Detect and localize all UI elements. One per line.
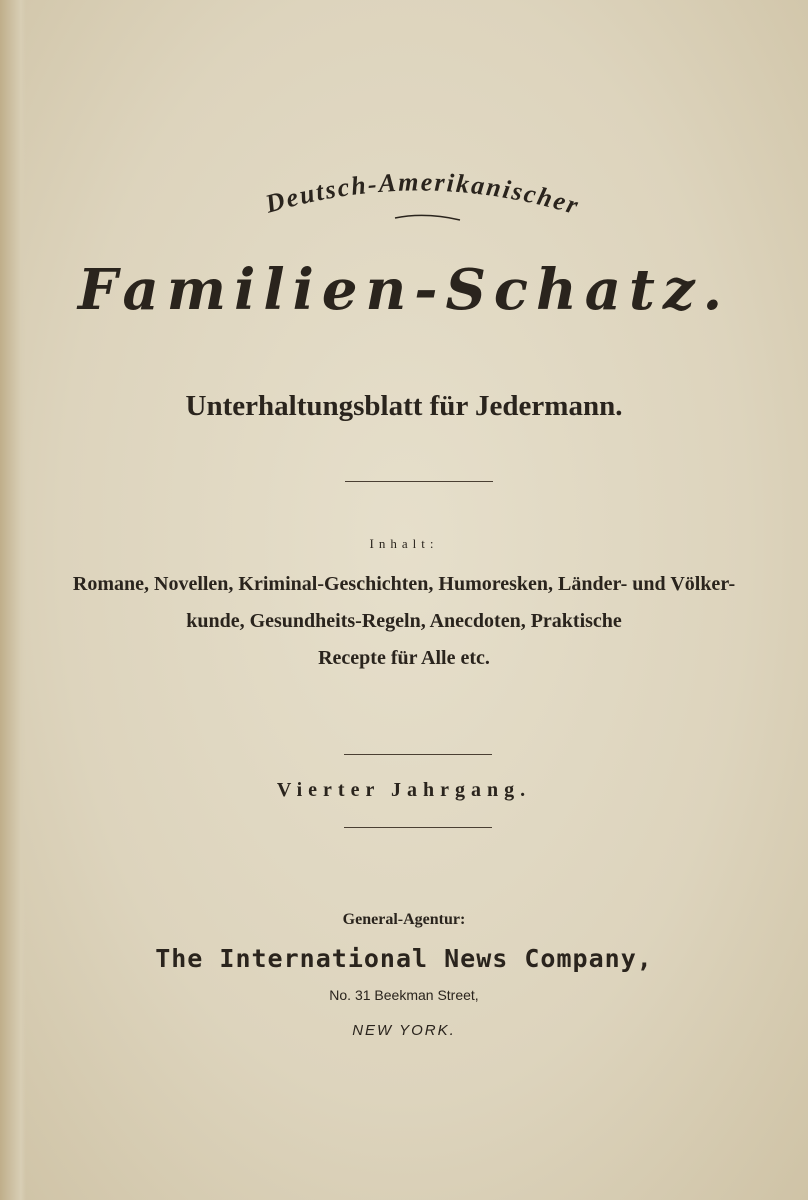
page-subtitle: Unterhaltungsblatt für Jedermann. bbox=[185, 390, 623, 422]
divider bbox=[345, 481, 493, 482]
contents-line: Recepte für Alle etc. bbox=[318, 647, 490, 669]
page-title: Familien-Schatz. bbox=[77, 257, 731, 323]
arched-title: Deutsch-Amerikanischer bbox=[262, 167, 584, 221]
divider bbox=[344, 754, 492, 755]
svg-text:Deutsch-Amerikanischer bbox=[261, 167, 583, 220]
arched-header-svg bbox=[0, 160, 808, 240]
divider bbox=[344, 827, 492, 828]
contents-line: kunde, Gesundheits-Regeln, Anecdoten, Praktische bbox=[186, 610, 622, 632]
publisher-city: NEW YORK. bbox=[352, 1022, 456, 1039]
contents-list bbox=[30, 566, 778, 677]
publisher-address: No. 31 Beekman Street, bbox=[329, 987, 479, 1003]
contents-line: Romane, Novellen, Kriminal-Geschichten, Humoresken, Länder- und Völker- bbox=[72, 573, 736, 595]
agency-label: General-Agentur: bbox=[342, 911, 466, 928]
arched-header bbox=[0, 160, 808, 240]
edition-label: Vierter Jahrgang. bbox=[276, 779, 532, 801]
publisher-name: The International News Company, bbox=[155, 944, 653, 973]
contents-label: Inhalt: bbox=[369, 536, 439, 551]
